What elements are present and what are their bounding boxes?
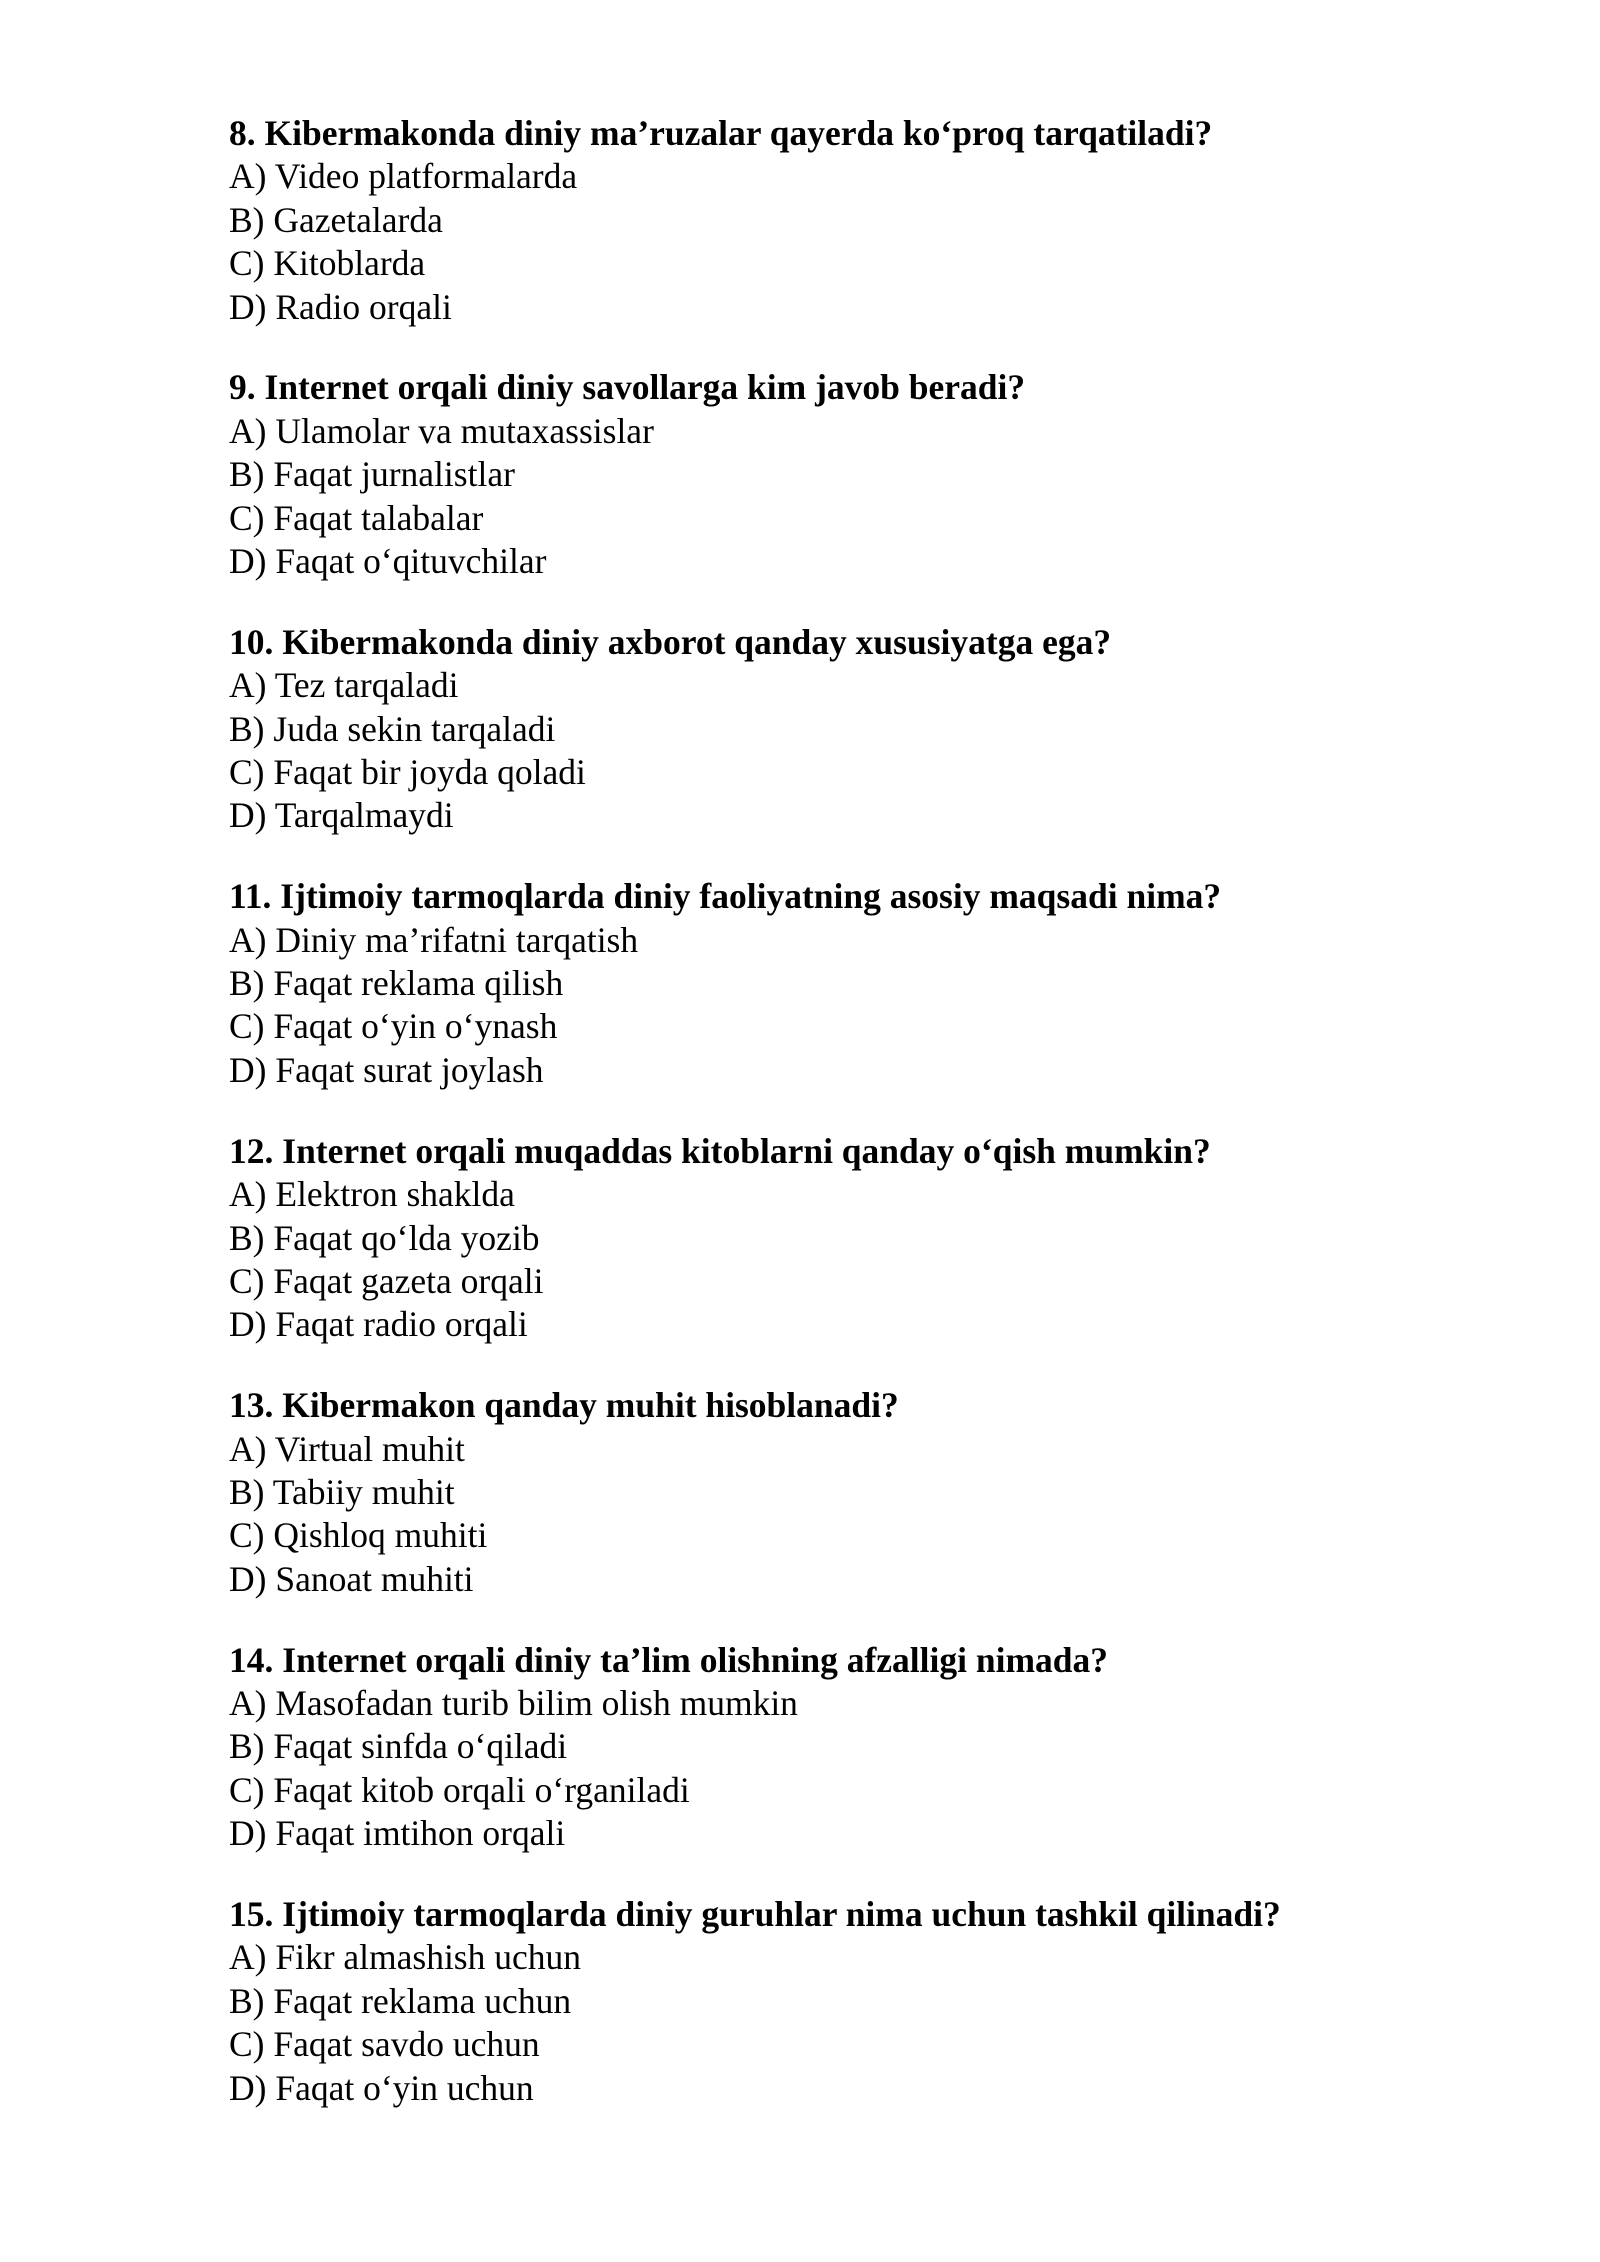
answer-option-a: A) Masofadan turib bilim olish mumkin	[229, 1682, 798, 1723]
quiz-questions	[229, 112, 1479, 2147]
answer-option-b: B) Faqat jurnalistlar	[229, 454, 515, 495]
answer-option-c: C) Faqat bir joyda qoladi	[229, 752, 586, 793]
answer-option-d: D) Faqat surat joylash	[229, 1049, 544, 1090]
answer-option-b: B) Faqat reklama qilish	[229, 963, 564, 1004]
answer-option-a: A) Ulamolar va mutaxassislar	[229, 410, 654, 451]
answer-option-c: C) Qishloq muhiti	[229, 1515, 488, 1556]
answer-option-c: C) Faqat o‘yin o‘ynash	[229, 1006, 558, 1047]
answer-option-d: D) Radio orqali	[229, 286, 452, 327]
question-title: 13. Kibermakon qanday muhit hisoblanadi?	[229, 1385, 899, 1426]
question-title: 11. Ijtimoiy tarmoqlarda diniy faoliyatning asosiy maqsadi nima?	[229, 876, 1222, 917]
answer-option-d: D) Faqat o‘qituvchilar	[229, 541, 547, 582]
answer-option-c: C) Faqat gazeta orqali	[229, 1260, 544, 1301]
answer-option-a: A) Video platformalarda	[229, 156, 578, 197]
answer-option-b: B) Tabiiy muhit	[229, 1471, 455, 1512]
answer-option-d: D) Faqat o‘yin uchun	[229, 2067, 534, 2108]
question-title: 10. Kibermakonda diniy axborot qanday xususiyatga ega?	[229, 621, 1112, 662]
answer-option-c: C) Faqat savdo uchun	[229, 2024, 540, 2065]
answer-option-d: D) Tarqalmaydi	[229, 795, 454, 836]
question-title: 14. Internet orqali diniy ta’lim olishning afzalligi nimada?	[229, 1639, 1109, 1680]
answer-option-a: A) Diniy ma’rifatni tarqatish	[229, 919, 639, 960]
answer-option-a: A) Fikr almashish uchun	[229, 1937, 582, 1978]
question-8	[229, 112, 1479, 329]
answer-option-b: B) Juda sekin tarqaladi	[229, 708, 556, 749]
answer-option-a: A) Elektron shaklda	[229, 1174, 515, 1215]
question-title: 12. Internet orqali muqaddas kitoblarni qanday o‘qish mumkin?	[229, 1130, 1211, 1171]
answer-option-a: A) Virtual muhit	[229, 1428, 465, 1469]
question-title: 9. Internet orqali diniy savollarga kim javob beradi?	[229, 367, 1026, 408]
answer-option-d: D) Faqat radio orqali	[229, 1304, 528, 1345]
question-11	[229, 875, 1479, 1092]
question-10	[229, 621, 1479, 838]
answer-option-b: B) Faqat sinfda o‘qiladi	[229, 1726, 568, 1767]
answer-option-c: C) Kitoblarda	[229, 243, 426, 284]
answer-option-b: B) Faqat qo‘lda yozib	[229, 1217, 540, 1258]
answer-option-a: A) Tez tarqaladi	[229, 665, 459, 706]
question-13	[229, 1384, 1479, 1601]
question-12	[229, 1130, 1479, 1347]
question-15	[229, 1893, 1479, 2110]
answer-option-d: D) Sanoat muhiti	[229, 1558, 474, 1599]
answer-option-c: C) Faqat talabalar	[229, 497, 484, 538]
question-14	[229, 1639, 1479, 1856]
answer-option-c: C) Faqat kitob orqali o‘rganiladi	[229, 1769, 690, 1810]
answer-option-b: B) Gazetalarda	[229, 199, 443, 240]
answer-option-d: D) Faqat imtihon orqali	[229, 1813, 566, 1854]
question-title: 8. Kibermakonda diniy ma’ruzalar qayerda ko‘proq tarqatiladi?	[229, 113, 1213, 153]
question-title: 15. Ijtimoiy tarmoqlarda diniy guruhlar nima uchun tashkil qilinadi?	[229, 1893, 1281, 1934]
answer-option-b: B) Faqat reklama uchun	[229, 1980, 572, 2021]
question-9	[229, 366, 1479, 583]
